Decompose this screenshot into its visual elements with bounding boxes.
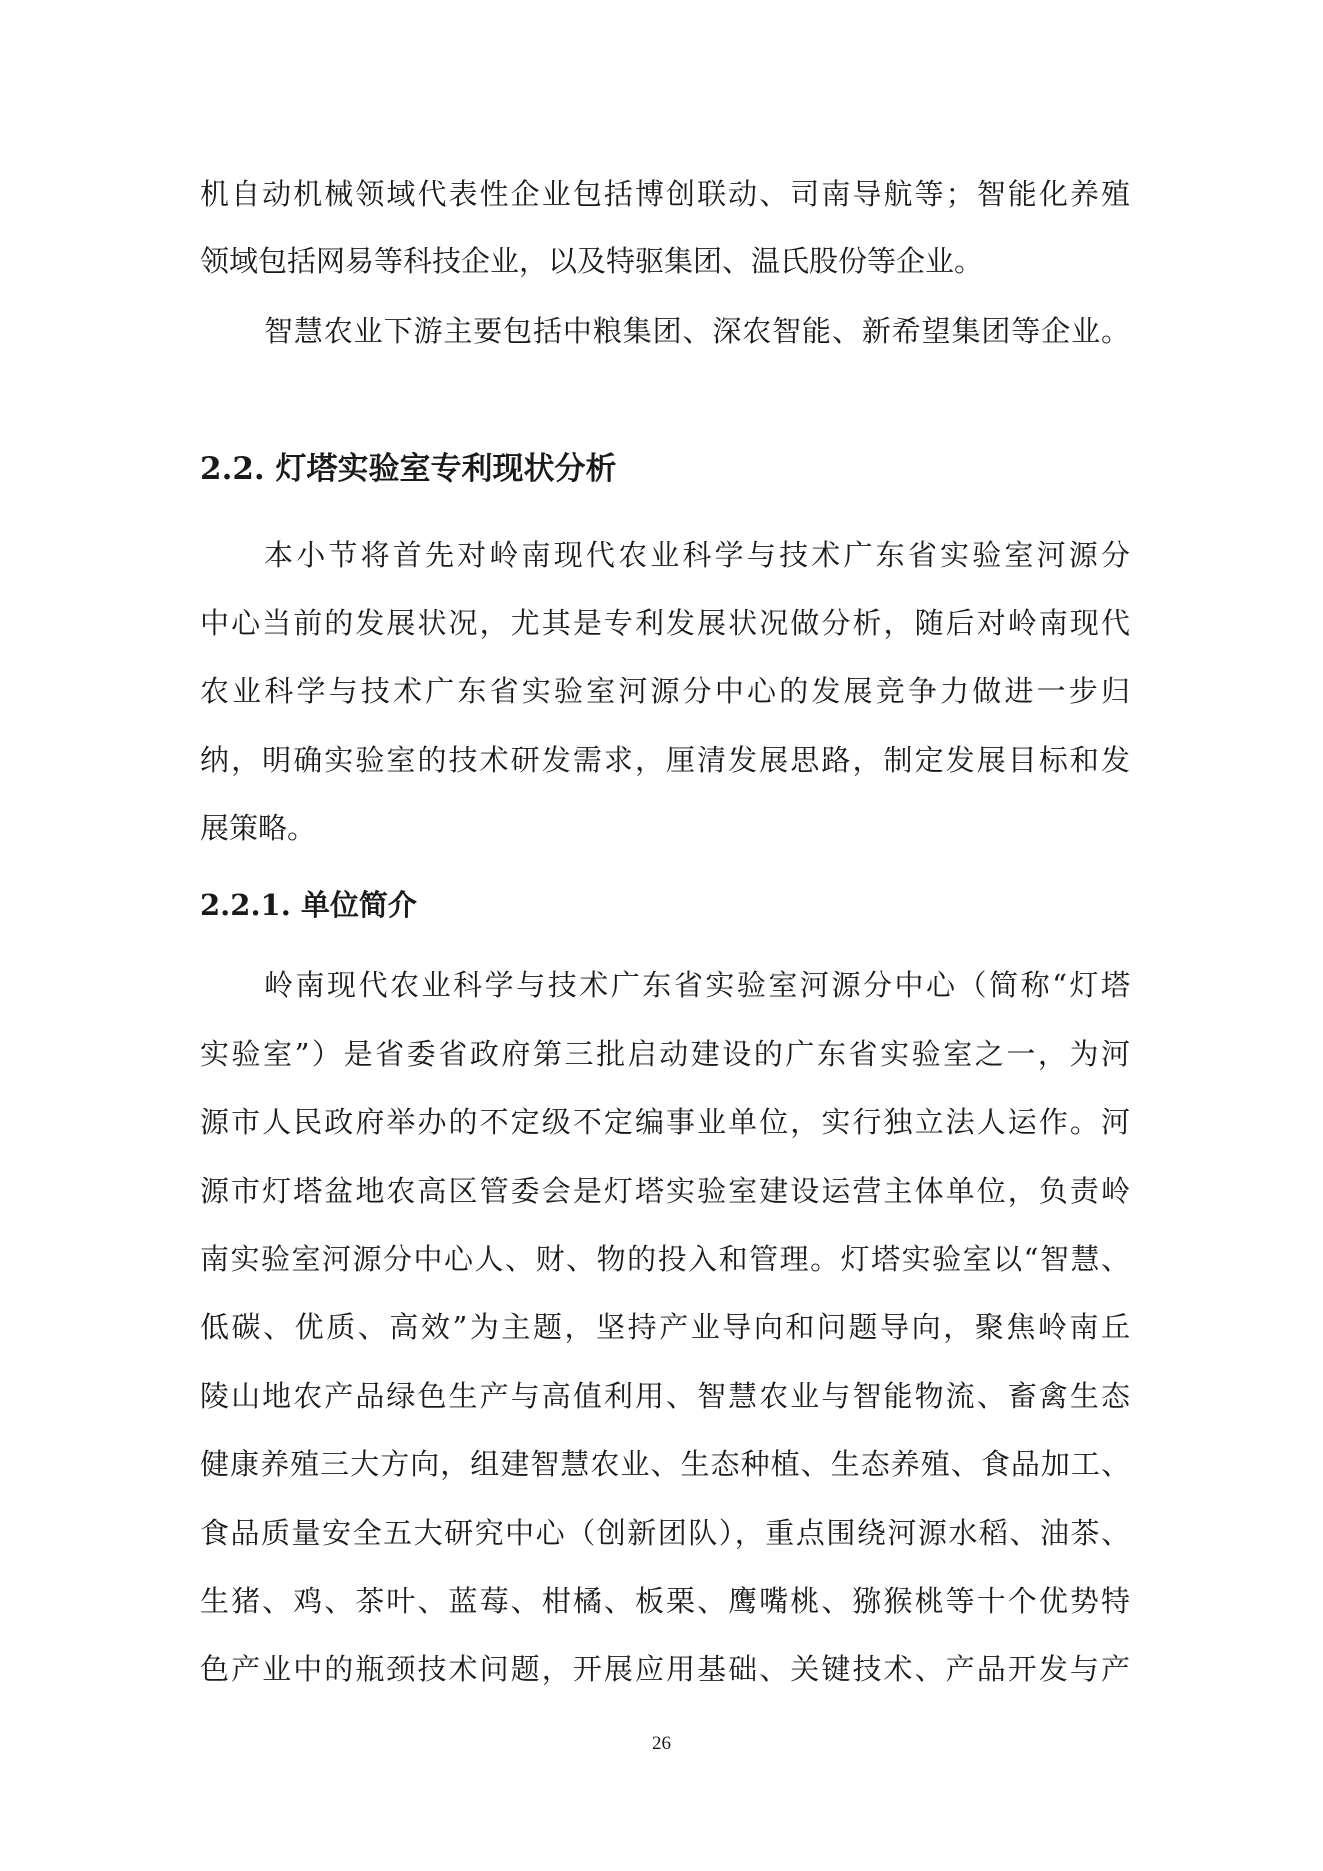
section-2-2-1-line-7: 陵山地农产品绿色生产与高值利用、智慧农业与智能物流、畜禽生态 xyxy=(200,1379,1130,1413)
section-2-2-1-line-9: 食品质量安全五大研究中心（创新团队），重点围绕河源水稻、油茶、 xyxy=(200,1516,1130,1550)
section-2-2-heading: 2.2. 灯塔实验室专利现状分析 xyxy=(200,451,617,487)
section-2-2-1-line-3: 源市人民政府举办的不定级不定编事业单位，实行独立法人运作。河 xyxy=(200,1105,1130,1139)
section-2-2-1-line-4: 源市灯塔盆地农高区管委会是灯塔实验室建设运营主体单位，负责岭 xyxy=(200,1174,1130,1208)
paragraph-1-line-1: 机自动机械领域代表性企业包括博创联动、司南导航等；智能化养殖 xyxy=(200,177,1130,211)
page-number: 26 xyxy=(652,1733,671,1754)
section-2-2-1-line-8: 健康养殖三大方向，组建智慧农业、生态种植、生态养殖、食品加工、 xyxy=(200,1447,1130,1481)
section-2-2-1-heading: 2.2.1. 单位简介 xyxy=(200,888,417,922)
section-2-2-1-line-1: 岭南现代农业科学与技术广东省实验室河源分中心（简称“灯塔 xyxy=(264,968,1130,1002)
section-2-2-1-line-2: 实验室”）是省委省政府第三批启动建设的广东省实验室之一，为河 xyxy=(200,1037,1130,1071)
section-2-2-1-line-6: 低碳、优质、高效”为主题，坚持产业导向和问题导向，聚焦岭南丘 xyxy=(200,1310,1130,1344)
paragraph-2-line-1: 智慧农业下游主要包括中粮集团、深农智能、新希望集团等企业。 xyxy=(264,314,1130,348)
section-2-2-line-3: 农业科学与技术广东省实验室河源分中心的发展竞争力做进一步归 xyxy=(200,674,1130,708)
section-2-2-1-line-5: 南实验室河源分中心人、财、物的投入和管理。灯塔实验室以“智慧、 xyxy=(200,1242,1130,1276)
section-2-2-1-line-10: 生猪、鸡、茶叶、蓝莓、柑橘、板栗、鹰嘴桃、猕猴桃等十个优势特 xyxy=(200,1584,1130,1618)
section-2-2-line-1: 本小节将首先对岭南现代农业科学与技术广东省实验室河源分 xyxy=(264,538,1130,572)
section-2-2-line-5: 展策略。 xyxy=(200,811,317,845)
section-2-2-line-2: 中心当前的发展状况，尤其是专利发展状况做分析，随后对岭南现代 xyxy=(200,606,1130,640)
section-2-2-line-4: 纳，明确实验室的技术研发需求，厘清发展思路，制定发展目标和发 xyxy=(200,743,1130,777)
paragraph-1-line-2: 领域包括网易等科技企业，以及特驱集团、温氏股份等企业。 xyxy=(200,244,984,278)
section-2-2-1-line-11: 色产业中的瓶颈技术问题，开展应用基础、关键技术、产品开发与产 xyxy=(200,1652,1130,1686)
